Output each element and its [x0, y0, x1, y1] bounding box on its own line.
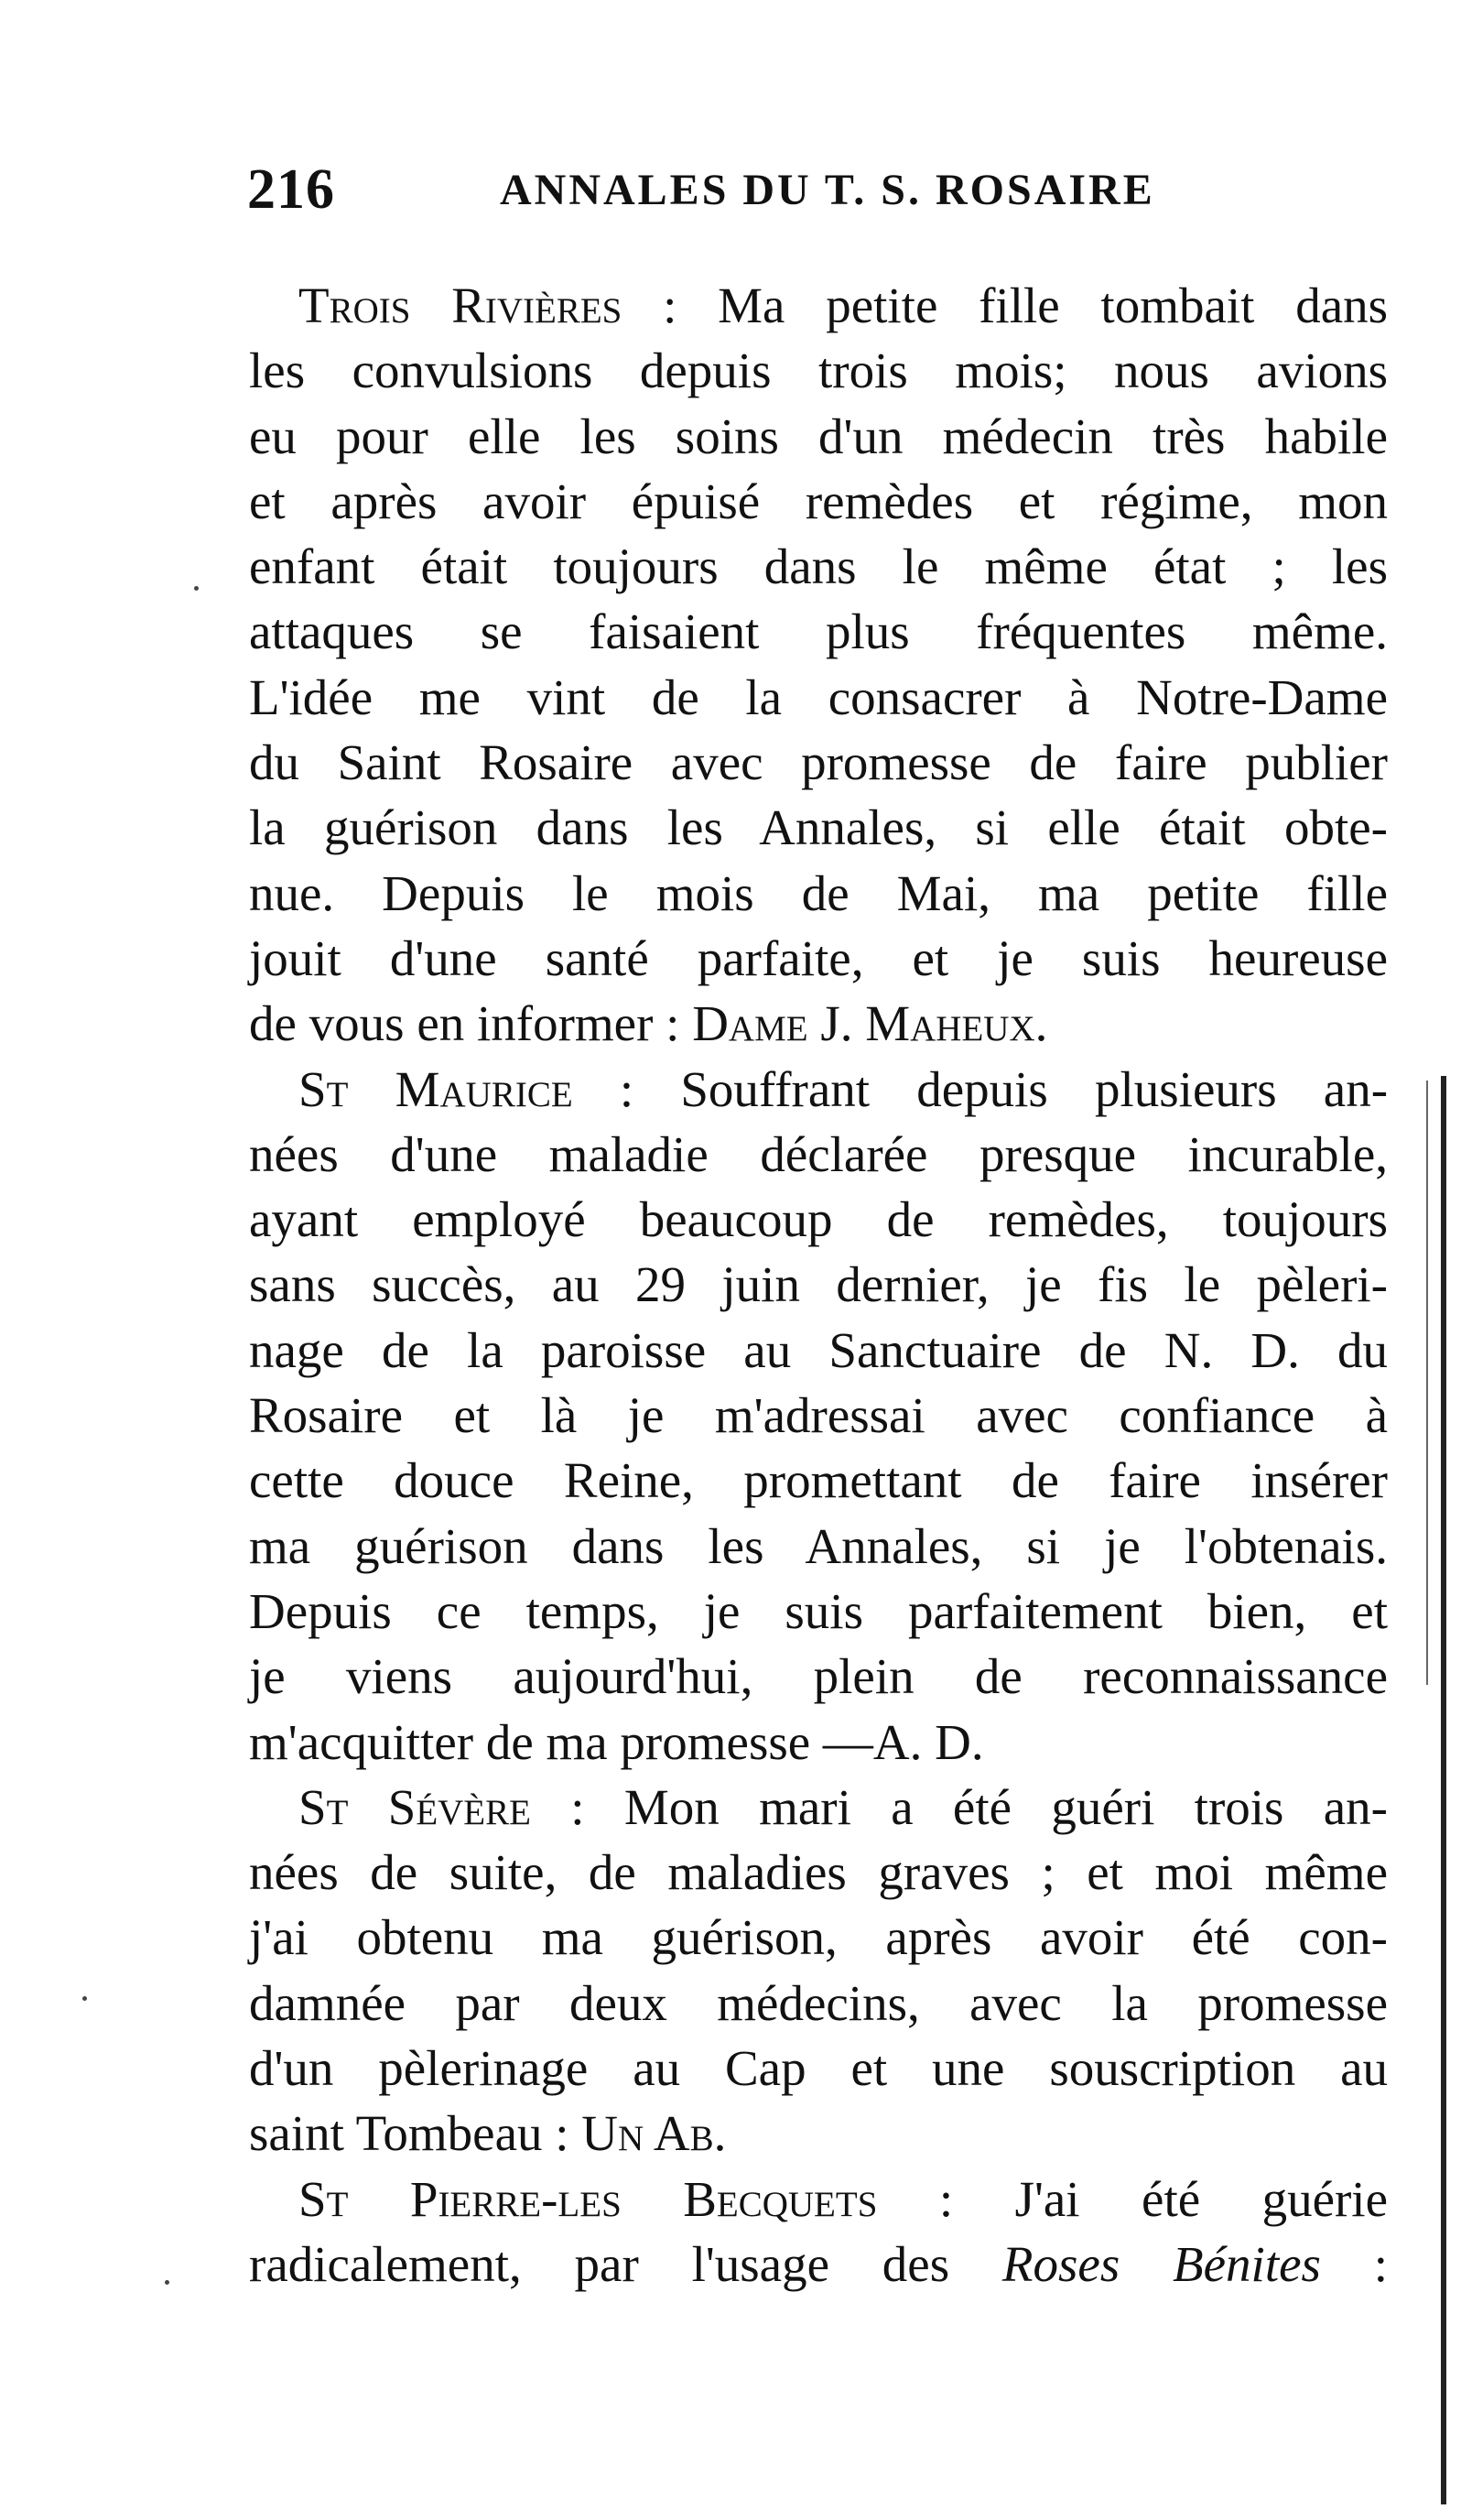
text-line: eu pour elle les soins d'un médecin très habile — [249, 407, 1388, 464]
text-line: radicalement, par l'usage des Roses Bénites : — [249, 2235, 1389, 2292]
place-name: St Sévère — [298, 1778, 531, 1835]
print-speck — [82, 1996, 87, 2001]
text-line: saint Tombeau : Un Ab. — [249, 2105, 727, 2162]
print-speck — [194, 586, 199, 591]
print-speck — [165, 2280, 169, 2285]
text-line: nées d'une maladie déclarée presque incurable, — [249, 1125, 1388, 1182]
text-line: Rosaire et là je m'adressai avec confiance à — [249, 1387, 1388, 1444]
text-line: jouit d'une santé parfaite, et je suis heureuse — [249, 929, 1388, 986]
text-line: m'acquitter de ma promesse —A. D. — [249, 1713, 984, 1770]
text-line: d'un pèlerinage au Cap et une souscription au — [249, 2040, 1388, 2097]
paragraph-st-pierre-line: St Pierre-les Becquets : J'ai été guérie — [298, 2170, 1389, 2227]
paragraph-st-severe-line: St Sévère : Mon mari a été guéri trois an- — [298, 1778, 1388, 1835]
text-line: damnée par deux médecins, avec la promesse — [249, 1974, 1388, 2031]
page-header — [247, 158, 1401, 222]
signature: Un Ab. — [581, 2105, 727, 2162]
body-text — [249, 273, 1388, 2297]
place-name: St Pierre-les Becquets — [298, 2170, 878, 2227]
text-line: la guérison dans les Annales, si elle était obte- — [249, 799, 1388, 856]
text-line: les convulsions depuis trois mois; nous avions — [249, 342, 1388, 399]
page-number: 216 — [247, 158, 335, 221]
text-line: sans succès, au 29 juin dernier, je fis le pèleri- — [249, 1256, 1388, 1313]
text-line: de vous en informer : Dame J. Maheux. — [249, 995, 1048, 1052]
text-line: Depuis ce temps, je suis parfaitement bien, et — [249, 1582, 1388, 1639]
text-line: j'ai obtenu ma guérison, après avoir été con- — [249, 1909, 1388, 1966]
text-line: du Saint Rosaire avec promesse de faire publier — [249, 734, 1388, 791]
text-line: je viens aujourd'hui, plein de reconnaissance — [249, 1648, 1388, 1705]
place-name: Trois Rivières — [298, 277, 622, 333]
italic-phrase: Roses Bénites — [1001, 2235, 1321, 2292]
text-line: L'idée me vint de la consacrer à Notre-Dame — [249, 668, 1388, 725]
text-line: ayant employé beaucoup de remèdes, toujours — [249, 1191, 1388, 1248]
paragraph-st-maurice-line: St Maurice : Souffrant depuis plusieurs an- — [298, 1060, 1389, 1117]
text-line: cette douce Reine, promettant de faire insérer — [249, 1452, 1388, 1509]
running-head: ANNALES DU T. S. ROSAIRE — [500, 166, 1155, 214]
page-edge-line — [1426, 1081, 1428, 1685]
text-line: nées de suite, de maladies graves ; et moi même — [249, 1844, 1388, 1901]
place-name: St Maurice — [298, 1060, 573, 1117]
page-edge-shadow — [1441, 1076, 1446, 2504]
text-line: nage de la paroisse au Sanctuaire de N. D. du — [249, 1321, 1388, 1378]
text-line: ma guérison dans les Annales, si je l'obtenais. — [249, 1517, 1388, 1574]
text-line: attaques se faisaient plus fréquentes même. — [249, 603, 1388, 660]
text-line: nue. Depuis le mois de Mai, ma petite fille — [249, 864, 1388, 921]
signature: Dame J. Maheux. — [692, 995, 1048, 1052]
paragraph-trois-rivieres-line: Trois Rivières : Ma petite fille tombait dans — [298, 277, 1389, 333]
text-line: enfant était toujours dans le même état ; les — [249, 538, 1388, 595]
text-line: et après avoir épuisé remèdes et régime, mon — [249, 472, 1388, 529]
